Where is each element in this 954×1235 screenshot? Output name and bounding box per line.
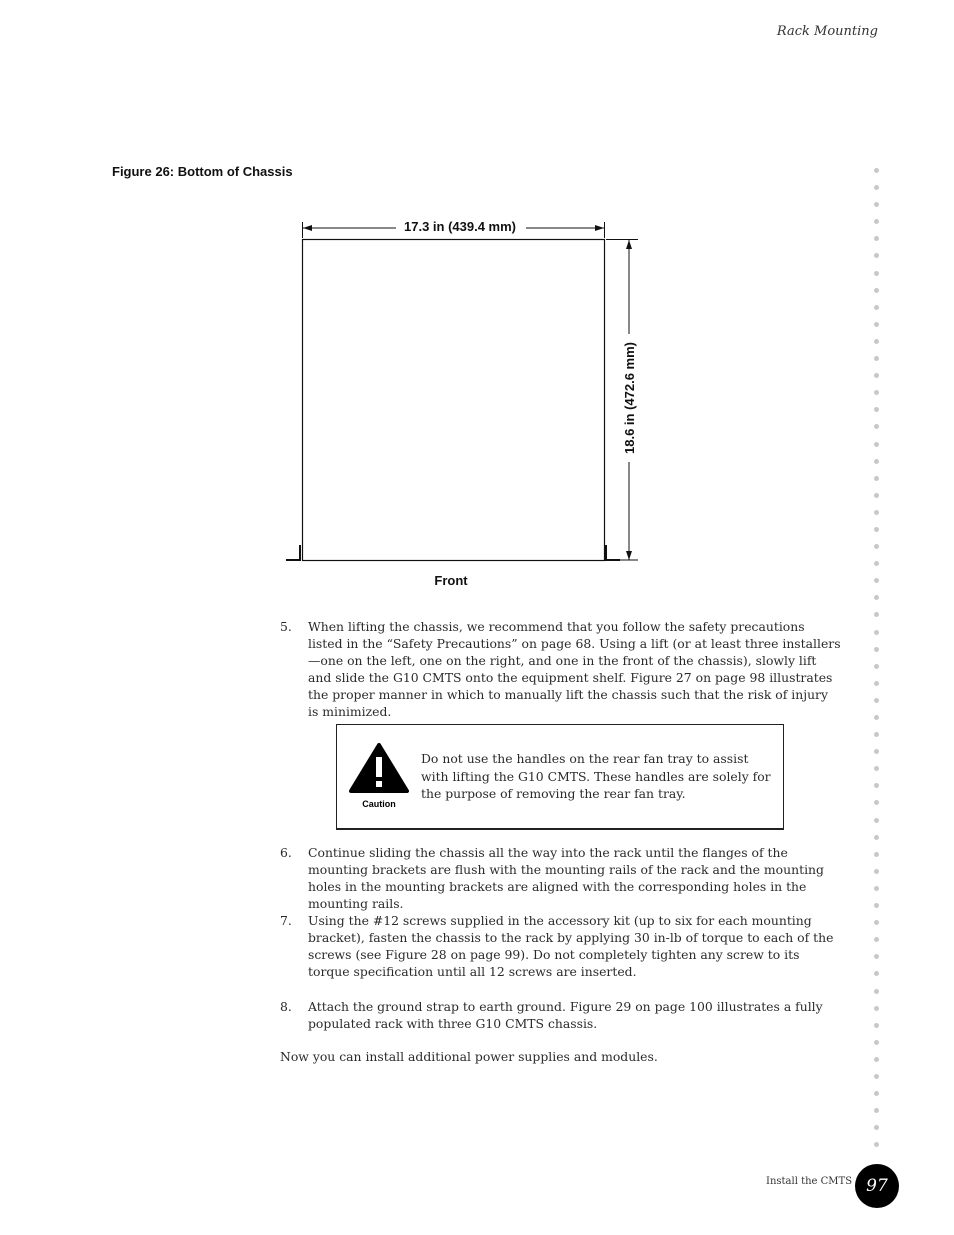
front-label: Front bbox=[434, 573, 468, 588]
step-number: 7. bbox=[280, 913, 292, 928]
step-6 bbox=[280, 844, 842, 912]
running-header: Rack Mounting bbox=[776, 24, 878, 39]
height-label: 18.6 in (472.6 mm) bbox=[622, 342, 637, 454]
step-5 bbox=[280, 618, 842, 720]
step-number: 8. bbox=[280, 999, 292, 1014]
step-text: Using the #12 screws supplied in the accessory kit (up to six for each mounting bracket), fasten the chassis to the rack by applying 30 in-lb of torque to each of the screws (see Figure 28 on page 99). Do not completely tighten any screw to its torque specification until all 12 screws are inserted. bbox=[308, 913, 834, 979]
left-foot bbox=[286, 545, 300, 560]
closing-paragraph: Now you can install additional power supplies and modules. bbox=[280, 1049, 658, 1064]
step-text: Attach the ground strap to earth ground. Figure 29 on page 100 illustrates a fully populated rack with three G10 CMTS chassis. bbox=[308, 999, 823, 1031]
chassis-outline bbox=[303, 240, 605, 561]
step-number: 5. bbox=[280, 619, 292, 634]
footer-chapter-label: Install the CMTS bbox=[766, 1176, 853, 1187]
caution-icon bbox=[349, 743, 409, 813]
chassis-bottom-diagram bbox=[0, 0, 954, 600]
margin-dot-column bbox=[874, 168, 879, 1159]
step-text: Continue sliding the chassis all the way into the rack until the flanges of the mounting brackets are flush with the mounting rails of the rack and the mounting holes in the mounting brackets are aligned with the corresponding holes in the mounting rails. bbox=[308, 845, 824, 911]
caution-text: Do not use the handles on the rear fan tray to assist with lifting the G10 CMTS. These handles are solely for the purpose of removing the rear fan tray. bbox=[421, 751, 771, 801]
figure-caption: Figure 26: Bottom of Chassis bbox=[112, 164, 293, 179]
step-number: 6. bbox=[280, 845, 292, 860]
step-8 bbox=[280, 998, 842, 1032]
page-number-badge: 97 bbox=[855, 1164, 899, 1208]
caution-icon-label: Caution bbox=[362, 799, 396, 809]
caution-notice bbox=[336, 724, 784, 830]
right-foot bbox=[606, 545, 620, 560]
width-label: 17.3 in (439.4 mm) bbox=[404, 219, 516, 234]
step-7 bbox=[280, 912, 842, 980]
step-text: When lifting the chassis, we recommend that you follow the safety precautions listed in the “Safety Precautions” on page 68. Using a lift (or at least three installers—one on the left, one on the right, and one in the front of the chassis), slowly lift and slide the G10 CMTS onto the equipment shelf. Figure 27 on page 98 illustrates the proper manner in which to manually lift the chassis such that the risk of injury is minimized. bbox=[308, 619, 841, 719]
